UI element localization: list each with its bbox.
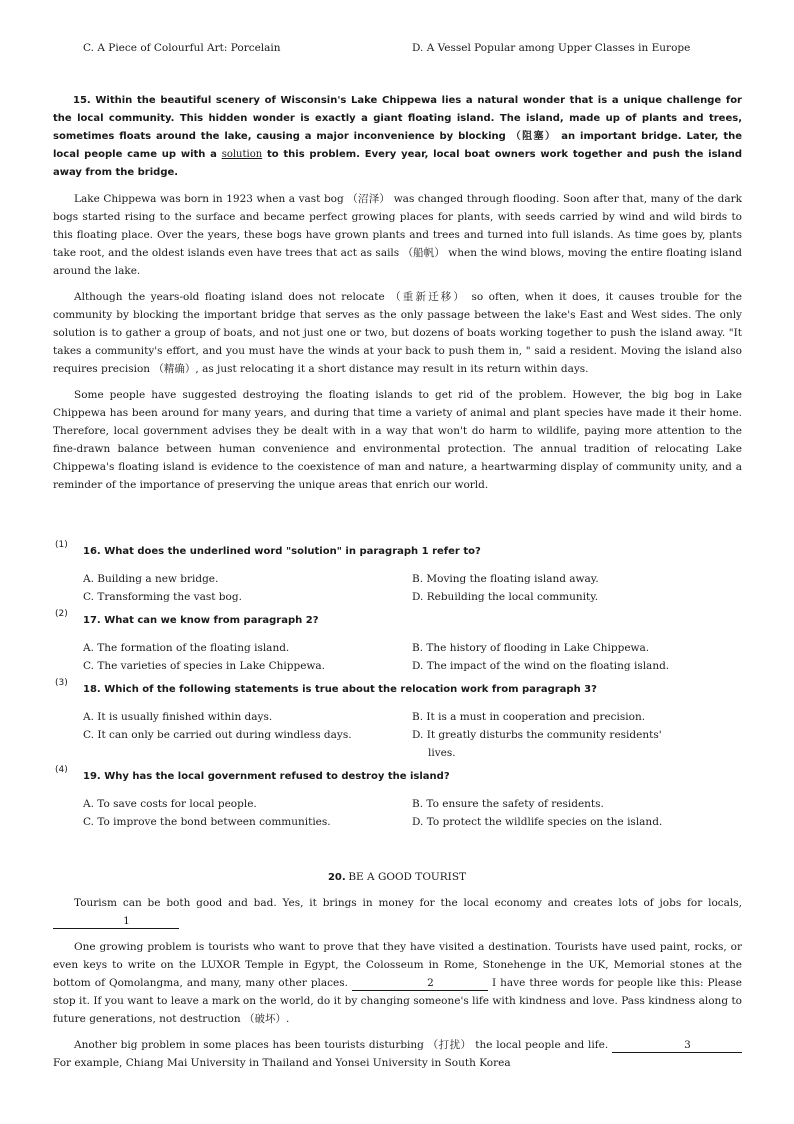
passage-20-title [0,868,794,887]
blank-3[interactable]: 3 [612,1039,742,1053]
passage-20-number: 20. [327,872,346,883]
question-19-option-b[interactable]: B. To ensure the safety of residents. [412,798,604,810]
passage-15-paragraph-3: Some people have suggested destroying the floating islands to get rid of the problem. However, the big bog in Lake Chippewa has been around for many years, and during that time a variety of animal and plant species have made it their home. Therefore, local government advises they be dealt with in a way that won't do harm to wildlife, paying more attention to the fine-drawn balance between human convenience and environmental protection. The annual tradition of relocating Lake Chippewa's floating island is evidence to the coexistence of man and nature, a heartwarming display of community unity, and a reminder of the importance of preserving the unique areas that enrich our world. [53,389,742,491]
question-18-option-d[interactable]: D. It greatly disturbs the community residents' [412,729,662,741]
question-18-option-b[interactable]: B. It is a must in cooperation and precision. [412,711,646,723]
question-number: (4) [55,765,68,775]
blank-1[interactable]: 1 [53,915,179,929]
question-number: (3) [55,678,68,688]
question-19-option-a[interactable]: A. To save costs for local people. [83,798,257,810]
blank-2[interactable]: 2 [352,977,488,991]
question-18-text: 18. Which of the following statements is true about the relocation work from paragraph 3? [83,684,597,695]
question-17-option-d[interactable]: D. The impact of the wind on the floating island. [412,660,670,672]
passage-15 [53,92,742,494]
passage-20 [53,894,742,1072]
question-16-option-a[interactable]: A. Building a new bridge. [83,573,219,585]
question-16-option-b[interactable]: B. Moving the floating island away. [412,573,599,585]
question-17-option-c[interactable]: C. The varieties of species in Lake Chippewa. [83,660,326,672]
question-19-option-d[interactable]: D. To protect the wildlife species on the island. [412,816,663,828]
question-18-option-a[interactable]: A. It is usually finished within days. [83,711,273,723]
passage-20-heading: BE A GOOD TOURIST [348,871,467,883]
question-18-option-c[interactable]: C. It can only be carried out during windless days. [83,729,352,741]
question-19-option-c[interactable]: C. To improve the bond between communities. [83,816,331,828]
intro-text-before: 15. Within the beautiful scenery of Wisconsin's Lake Chippewa lies a natural wonder that is a unique challenge for the local community. This hidden wonder is exactly a giant floating island. The island, made up of plants and trees, sometimes floats around the lake, causing a major inconvenience by blocking （阻塞） an important bridge. Later, the local people came up with a [53,95,742,160]
question-number: (2) [55,609,68,619]
passage-15-intro [53,92,742,182]
paragraph-text: Another big problem in some places has been tourists disturbing （打扰） the local people and life. [74,1039,609,1051]
question-number: (1) [55,540,68,550]
question-18-option-d-continued: lives. [428,747,456,759]
question-17-option-a[interactable]: A. The formation of the floating island. [83,642,290,654]
question-16-option-d[interactable]: D. Rebuilding the local community. [412,591,599,603]
passage-15-paragraph-1: Lake Chippewa was born in 1923 when a vast bog （沼泽） was changed through flooding. Soon after that, many of the dark bogs started rising to the surface and became perfect growing places for plants, with seeds carried by wind and wild birds to this floating place. Over the years, these bogs have grown plants and trees and turned into full islands. As time goes by, plants take root, and the oldest islands even have trees that act as sails （船帆） when the wind blows, moving the entire floating island around the lake. [53,193,742,277]
passage-20-paragraph-1 [53,894,742,930]
question-19-text: 19. Why has the local government refused to destroy the island? [83,771,450,782]
prev-option-d: D. A Vessel Popular among Upper Classes in Europe [412,42,691,54]
question-16-option-c[interactable]: C. Transforming the vast bog. [83,591,242,603]
passage-20-paragraph-2 [53,938,742,1028]
question-16-text: 16. What does the underlined word "solution" in paragraph 1 refer to? [83,546,481,557]
paragraph-text: One growing problem is tourists who want to prove that they have visited a destination. Tourists have used paint, rocks, or even keys to write on the LUXOR Temple in Egypt, the Colosseum in Rome, Stonehenge in the UK, Memorial stones at the bottom of Qomolangma, and many, many other places. [53,941,742,989]
intro-text-after: to this problem. Every year, local boat owners work together and push the island away from the bridge. [53,149,743,178]
passage-20-paragraph-3 [53,1036,742,1072]
question-17-option-b[interactable]: B. The history of flooding in Lake Chippewa. [412,642,650,654]
question-17-text: 17. What can we know from paragraph 2? [83,615,319,626]
paragraph-text: Tourism can be both good and bad. Yes, it brings in money for the local economy and creates lots of jobs for locals, [74,897,742,909]
underlined-word-solution: solution [221,149,263,160]
paragraph-text: I have three words for people like this: Please stop it. If you want to leave a mark on the world, do it by changing someone's life with kindness and love. Pass kindness along to future generations, not destruction （破坏）. [53,977,742,1025]
passage-15-paragraph-2: Although the years-old floating island does not relocate （重新迁移） so often, when it does, it causes trouble for the community by blocking the important bridge that serves as the only passage between the lake's East and West sides. The only solution is to gather a group of boats, and not just one or two, but dozens of boats working together to push the island away. "It takes a community's effort, and you must have the winds at your back to push them in, " said a resident. Moving the island also requires precision （精确）, as just relocating it a short distance may result in its return within days. [53,291,742,375]
prev-option-c: C. A Piece of Colourful Art: Porcelain [83,42,281,54]
paragraph-text: For example, Chiang Mai University in Thailand and Yonsei University in South Korea [53,1057,511,1069]
